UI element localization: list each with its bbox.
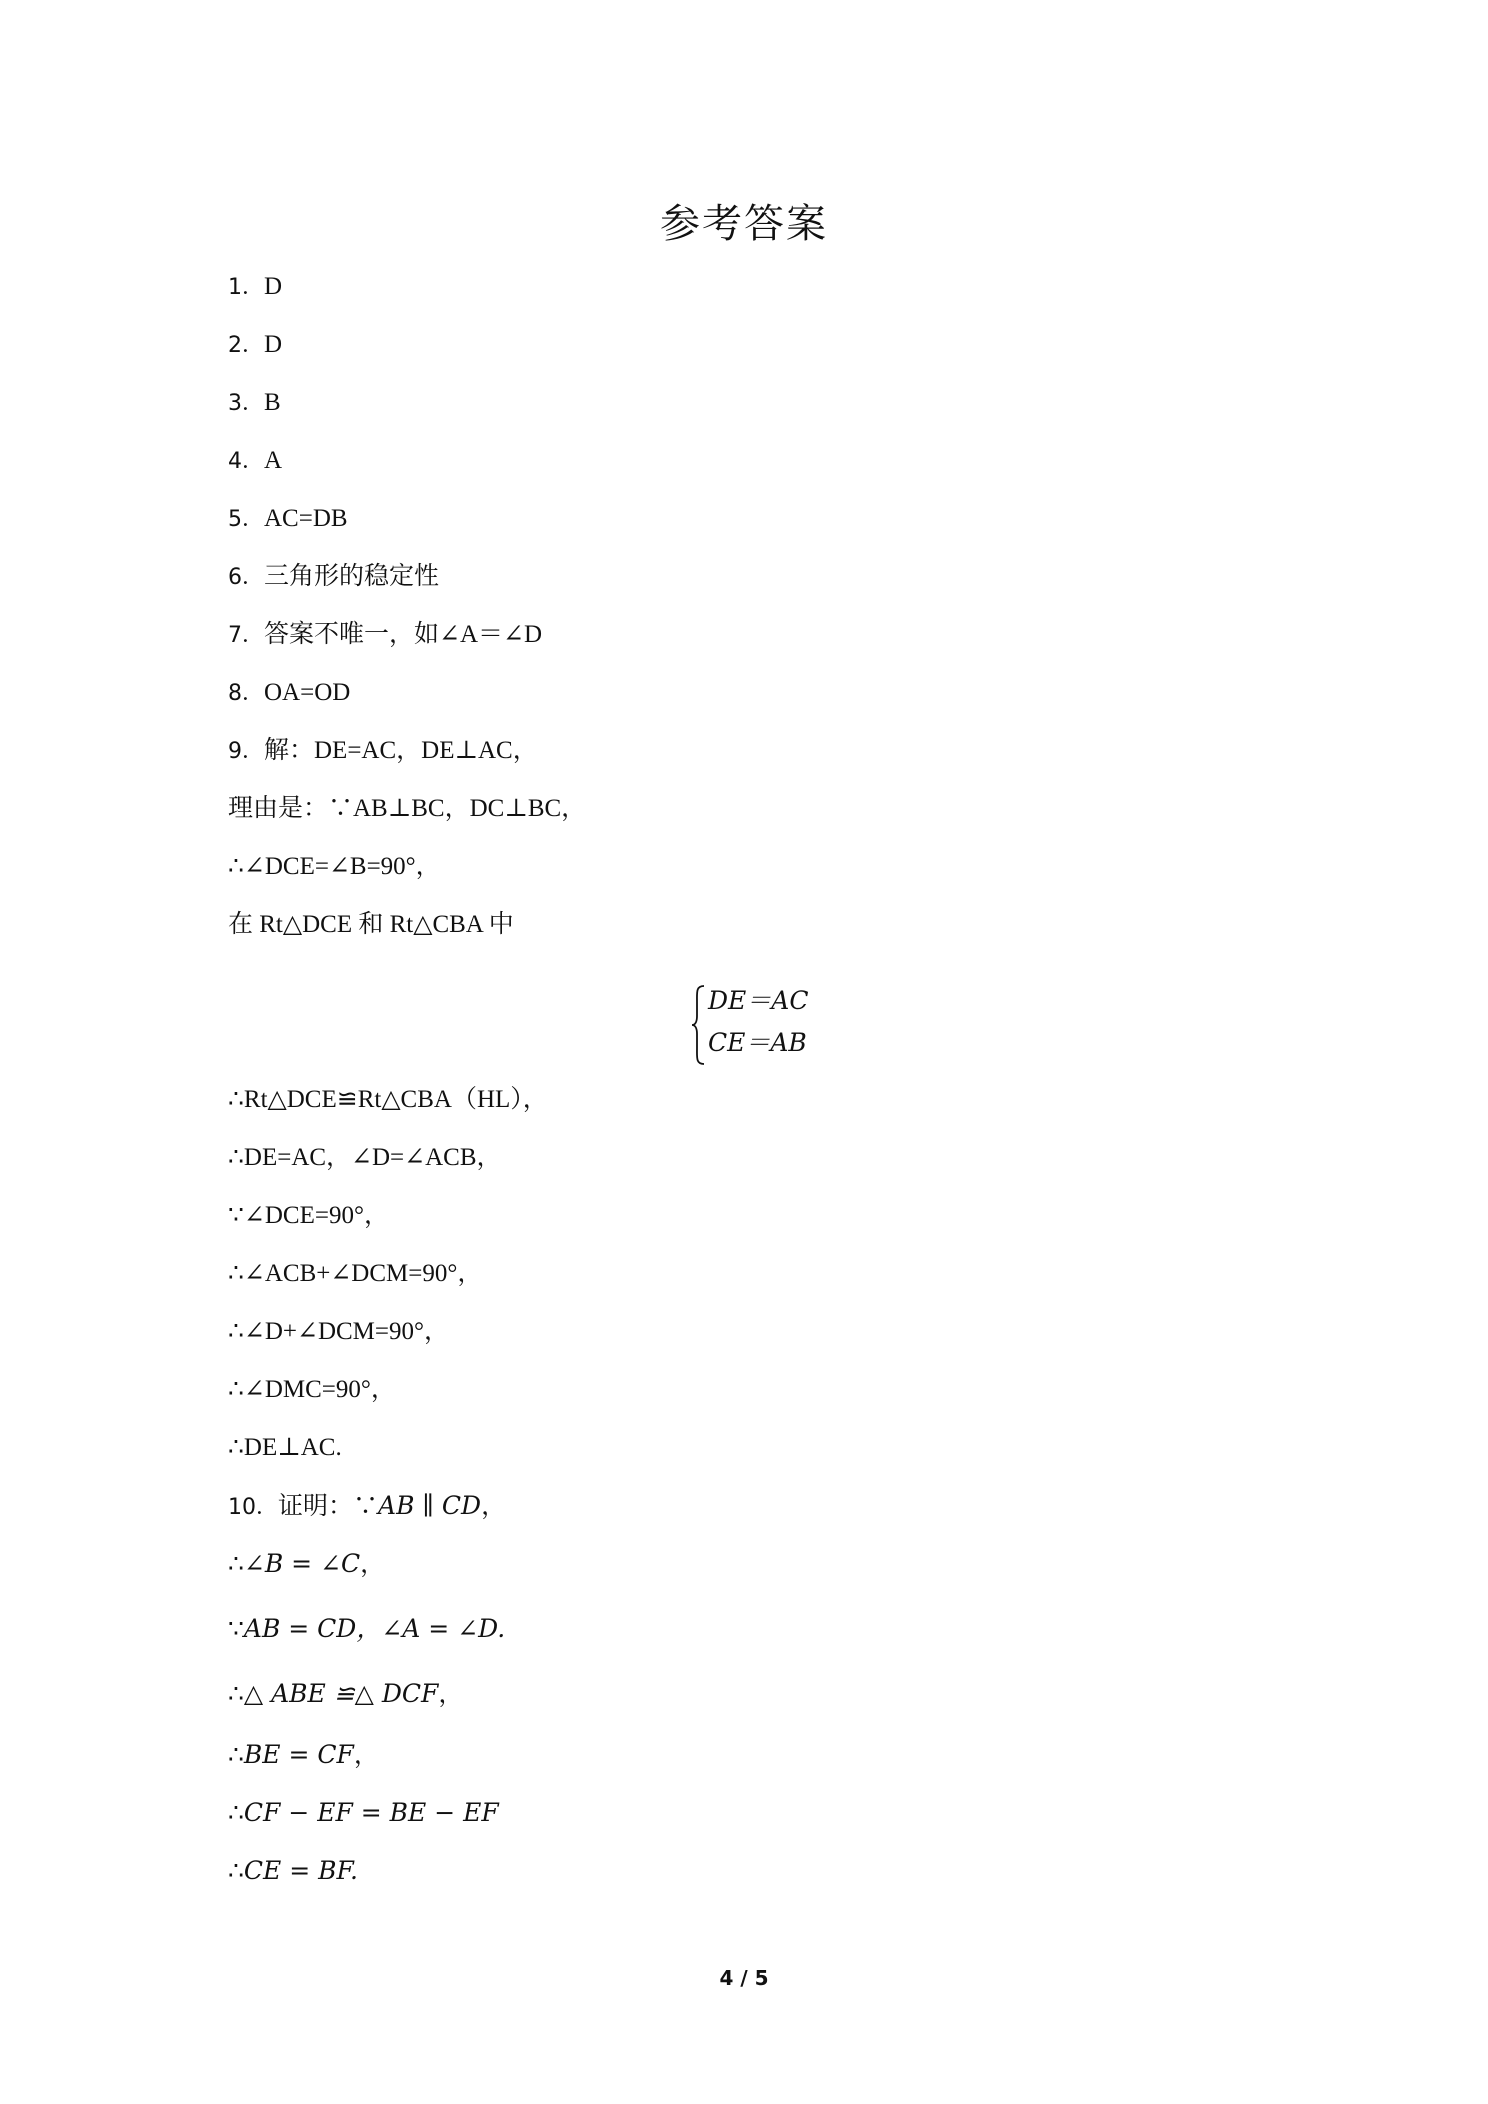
q10-proof-line bbox=[228, 1796, 499, 1831]
answer-7 bbox=[228, 618, 542, 653]
equation-system bbox=[690, 984, 850, 1066]
left-brace-icon bbox=[690, 984, 708, 1066]
proof-suffix: ， bbox=[360, 1551, 386, 1578]
answer-text: D bbox=[264, 273, 283, 300]
answer-number: 2． bbox=[228, 333, 264, 358]
proof-math: ∠B = ∠C bbox=[243, 1549, 361, 1578]
answer-text: 解：DE=AC，DE⊥AC， bbox=[264, 737, 538, 764]
answer-8 bbox=[228, 676, 350, 711]
answer-text: AC=DB bbox=[264, 505, 348, 532]
answer-text: D bbox=[264, 331, 283, 358]
answer-5 bbox=[228, 502, 348, 537]
q10-proof-line bbox=[228, 1677, 463, 1712]
answer-number: 5． bbox=[228, 507, 264, 532]
answer-number: 1． bbox=[228, 275, 264, 300]
answer-10 bbox=[228, 1489, 506, 1525]
proof-symbol: ∴ bbox=[228, 1681, 244, 1708]
q9-proof-line: ∴∠DCE=∠B=90°， bbox=[228, 853, 441, 880]
q9-proof-line: ∴DE=AC，∠D=∠ACB， bbox=[228, 1144, 502, 1171]
answer-number: 9． bbox=[228, 739, 264, 764]
proof-suffix: ， bbox=[353, 1742, 379, 1769]
answer-text: A bbox=[264, 447, 283, 474]
q10-proof-line bbox=[228, 1612, 505, 1647]
proof-math: BE = CF bbox=[243, 1740, 354, 1769]
q10-head: 证明：∵ bbox=[278, 1493, 379, 1520]
q10-proof-line bbox=[228, 1547, 385, 1582]
q9-proof-line: ∴Rt△DCE≌Rt△CBA（HL）， bbox=[228, 1086, 548, 1113]
proof-symbol: ∴ bbox=[228, 1858, 244, 1885]
proof-symbol: ∵ bbox=[228, 1616, 244, 1643]
proof-math: CE = BF. bbox=[243, 1856, 358, 1885]
answer-2 bbox=[228, 328, 282, 363]
proof-math: CF − EF = BE − EF bbox=[243, 1798, 499, 1827]
q9-proof-line: ∴DE⊥AC. bbox=[228, 1434, 342, 1461]
answer-4 bbox=[228, 444, 282, 479]
q9-proof-line: 理由是：∵AB⊥BC，DC⊥BC， bbox=[228, 795, 587, 822]
q10-head-math: AB ∥ CD bbox=[378, 1491, 482, 1520]
q9-proof-line: ∵∠DCE=90°， bbox=[228, 1202, 389, 1229]
system-equation-2: CE＝AB bbox=[708, 1028, 807, 1057]
page-number: 4 / 5 bbox=[719, 1966, 769, 1990]
answer-3 bbox=[228, 386, 281, 421]
answer-9 bbox=[228, 734, 538, 769]
answer-text: 答案不唯一，如∠A＝∠D bbox=[264, 621, 543, 648]
page-title: 参考答案 bbox=[660, 201, 828, 247]
system-equation-1: DE＝AC bbox=[708, 986, 809, 1015]
q9-proof-line: ∴∠D+∠DCM=90°， bbox=[228, 1318, 450, 1345]
proof-math: AB = CD，∠A = ∠D. bbox=[243, 1614, 506, 1643]
proof-symbol: ∴ bbox=[228, 1551, 244, 1578]
answer-1 bbox=[228, 270, 282, 305]
q10-proof-line bbox=[228, 1854, 358, 1889]
proof-suffix: ， bbox=[438, 1681, 464, 1708]
answer-number: 8． bbox=[228, 681, 264, 706]
answer-number: 6． bbox=[228, 565, 264, 590]
q10-head-end: ， bbox=[481, 1493, 507, 1520]
q9-proof-line: ∴∠ACB+∠DCM=90°， bbox=[228, 1260, 483, 1287]
proof-symbol: ∴ bbox=[228, 1742, 244, 1769]
answer-number: 7． bbox=[228, 623, 264, 648]
proof-symbol: ∴ bbox=[228, 1800, 244, 1827]
answer-number: 4． bbox=[228, 449, 264, 474]
answer-number: 10． bbox=[228, 1495, 278, 1520]
q9-proof-line: 在 Rt△DCE 和 Rt△CBA 中 bbox=[228, 911, 514, 938]
proof-math: △ ABE ≌△ DCF bbox=[243, 1679, 439, 1708]
q10-proof-line bbox=[228, 1738, 379, 1773]
answer-text: OA=OD bbox=[264, 679, 351, 706]
answer-text: B bbox=[264, 389, 281, 416]
answer-6 bbox=[228, 560, 439, 595]
answer-text: 三角形的稳定性 bbox=[264, 563, 440, 590]
answer-number: 3． bbox=[228, 391, 264, 416]
q9-proof-line: ∴∠DMC=90°， bbox=[228, 1376, 396, 1403]
